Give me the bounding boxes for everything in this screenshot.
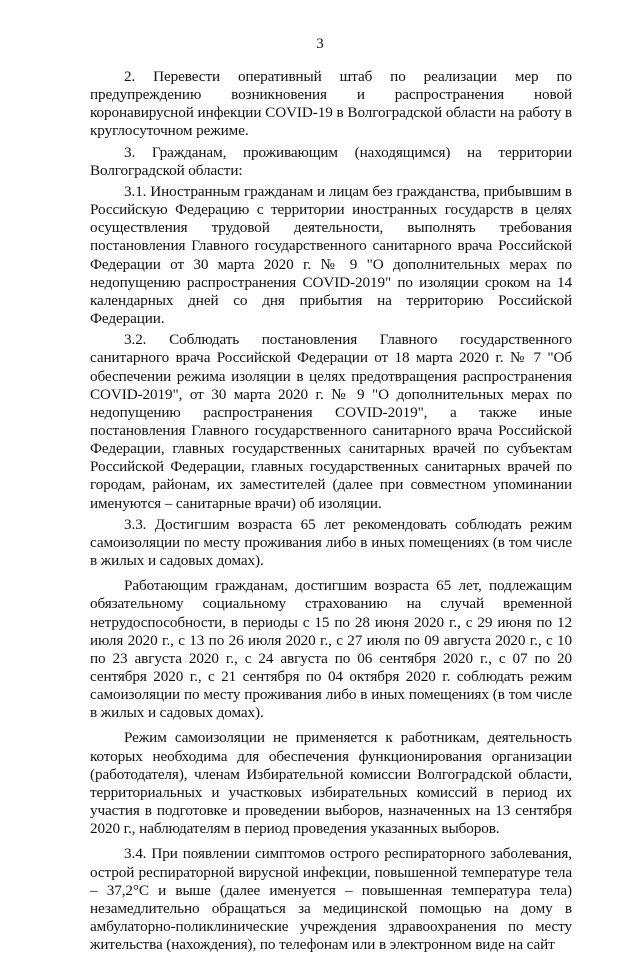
paragraph-3: 3. Гражданам, проживающим (находящимся) на территории Волгоградской области: <box>90 143 572 179</box>
paragraph-2: 2. Перевести оперативный штаб по реализации мер по предупреждению возникновения и распространения новой коронавирусной инфекции COVID-19 в Волгоградской области на работу в круглосуточном режиме. <box>90 68 572 140</box>
paragraph-working-citizens: Работающим гражданам, достигшим возраста 65 лет, подлежащим обязательному социальному страхованию на случай временной нетрудоспособности, в периоды с 15 по 28 июня 2020 г., с 29 июня по 12 июля 2020 г., с 13 по 26 июля 2020 г., с 27 июля по 09 августа 2020 г., с 10 по 23 августа 2020 г., с 24 августа по 06 сентября 2020 г., с 07 по 20 сентября 2020 г., с 21 сентября по 04 октября 2020 г. соблюдать режим самоизоляции по месту проживания либо в иных помещениях (в том числе в жилых и садовых домах). <box>90 577 572 722</box>
paragraph-3-2: 3.2. Соблюдать постановления Главного государственного санитарного врача Российской Федерации от 18 марта 2020 г. № 7 "Об обеспечении режима изоляции в целях предотвращения распространения COVID-2019", от 30 марта 2020 г. № 9 "О дополнительных мерах по недопущению распространения COVID-2019", а также иные постановления Главного государственного санитарного врача Российской Федерации, главных государственных санитарных врачей по субъектам Российской Федерации, главных государственных санитарных врачей по городам, районам, их заместителей (далее при совместном упоминании именуются – санитарные врачи) об изоляции. <box>90 331 572 512</box>
paragraph-3-3: 3.3. Достигшим возраста 65 лет рекомендовать соблюдать режим самоизоляции по месту проживания либо в иных помещениях (в том числе в жилых и садовых домах). <box>90 515 572 570</box>
document-body <box>90 68 572 954</box>
paragraph-3-4: 3.4. При появлении симптомов острого респираторного заболевания, острой респираторной вирусной инфекции, повышенной температуре тела – 37,2°С и выше (далее именуется – повышенная температура тела) незамедлительно обращаться за медицинской помощью на дому в амбулаторно-поликлинические учреждения здравоохранения по месту жительства (нахождения), по телефонам или в электронном виде на сайт <box>90 845 572 954</box>
page-number: 3 <box>316 36 324 52</box>
paragraph-self-isolation-exceptions: Режим самоизоляции не применяется к работникам, деятельность которых необходима для обеспечения функционирования организации (работодателя), членам Избирательной комиссии Волгоградской области, территориальных и участковых избирательных комиссий в период их участия в подготовке и проведении выборов, назначенных на 13 сентября 2020 г., наблюдателям в период проведения указанных выборов. <box>90 729 572 838</box>
paragraph-3-1: 3.1. Иностранным гражданам и лицам без гражданства, прибывшим в Российскую Федерацию с территории иностранных государств в целях осуществления трудовой деятельности, выполнять требования постановления Главного государственного санитарного врача Российской Федерации от 30 марта 2020 г. № 9 "О дополнительных мерах по недопущению распространения COVID-2019" по изоляции сроком на 14 календарных дней со дня прибытия на территорию Российской Федерации. <box>90 182 572 328</box>
